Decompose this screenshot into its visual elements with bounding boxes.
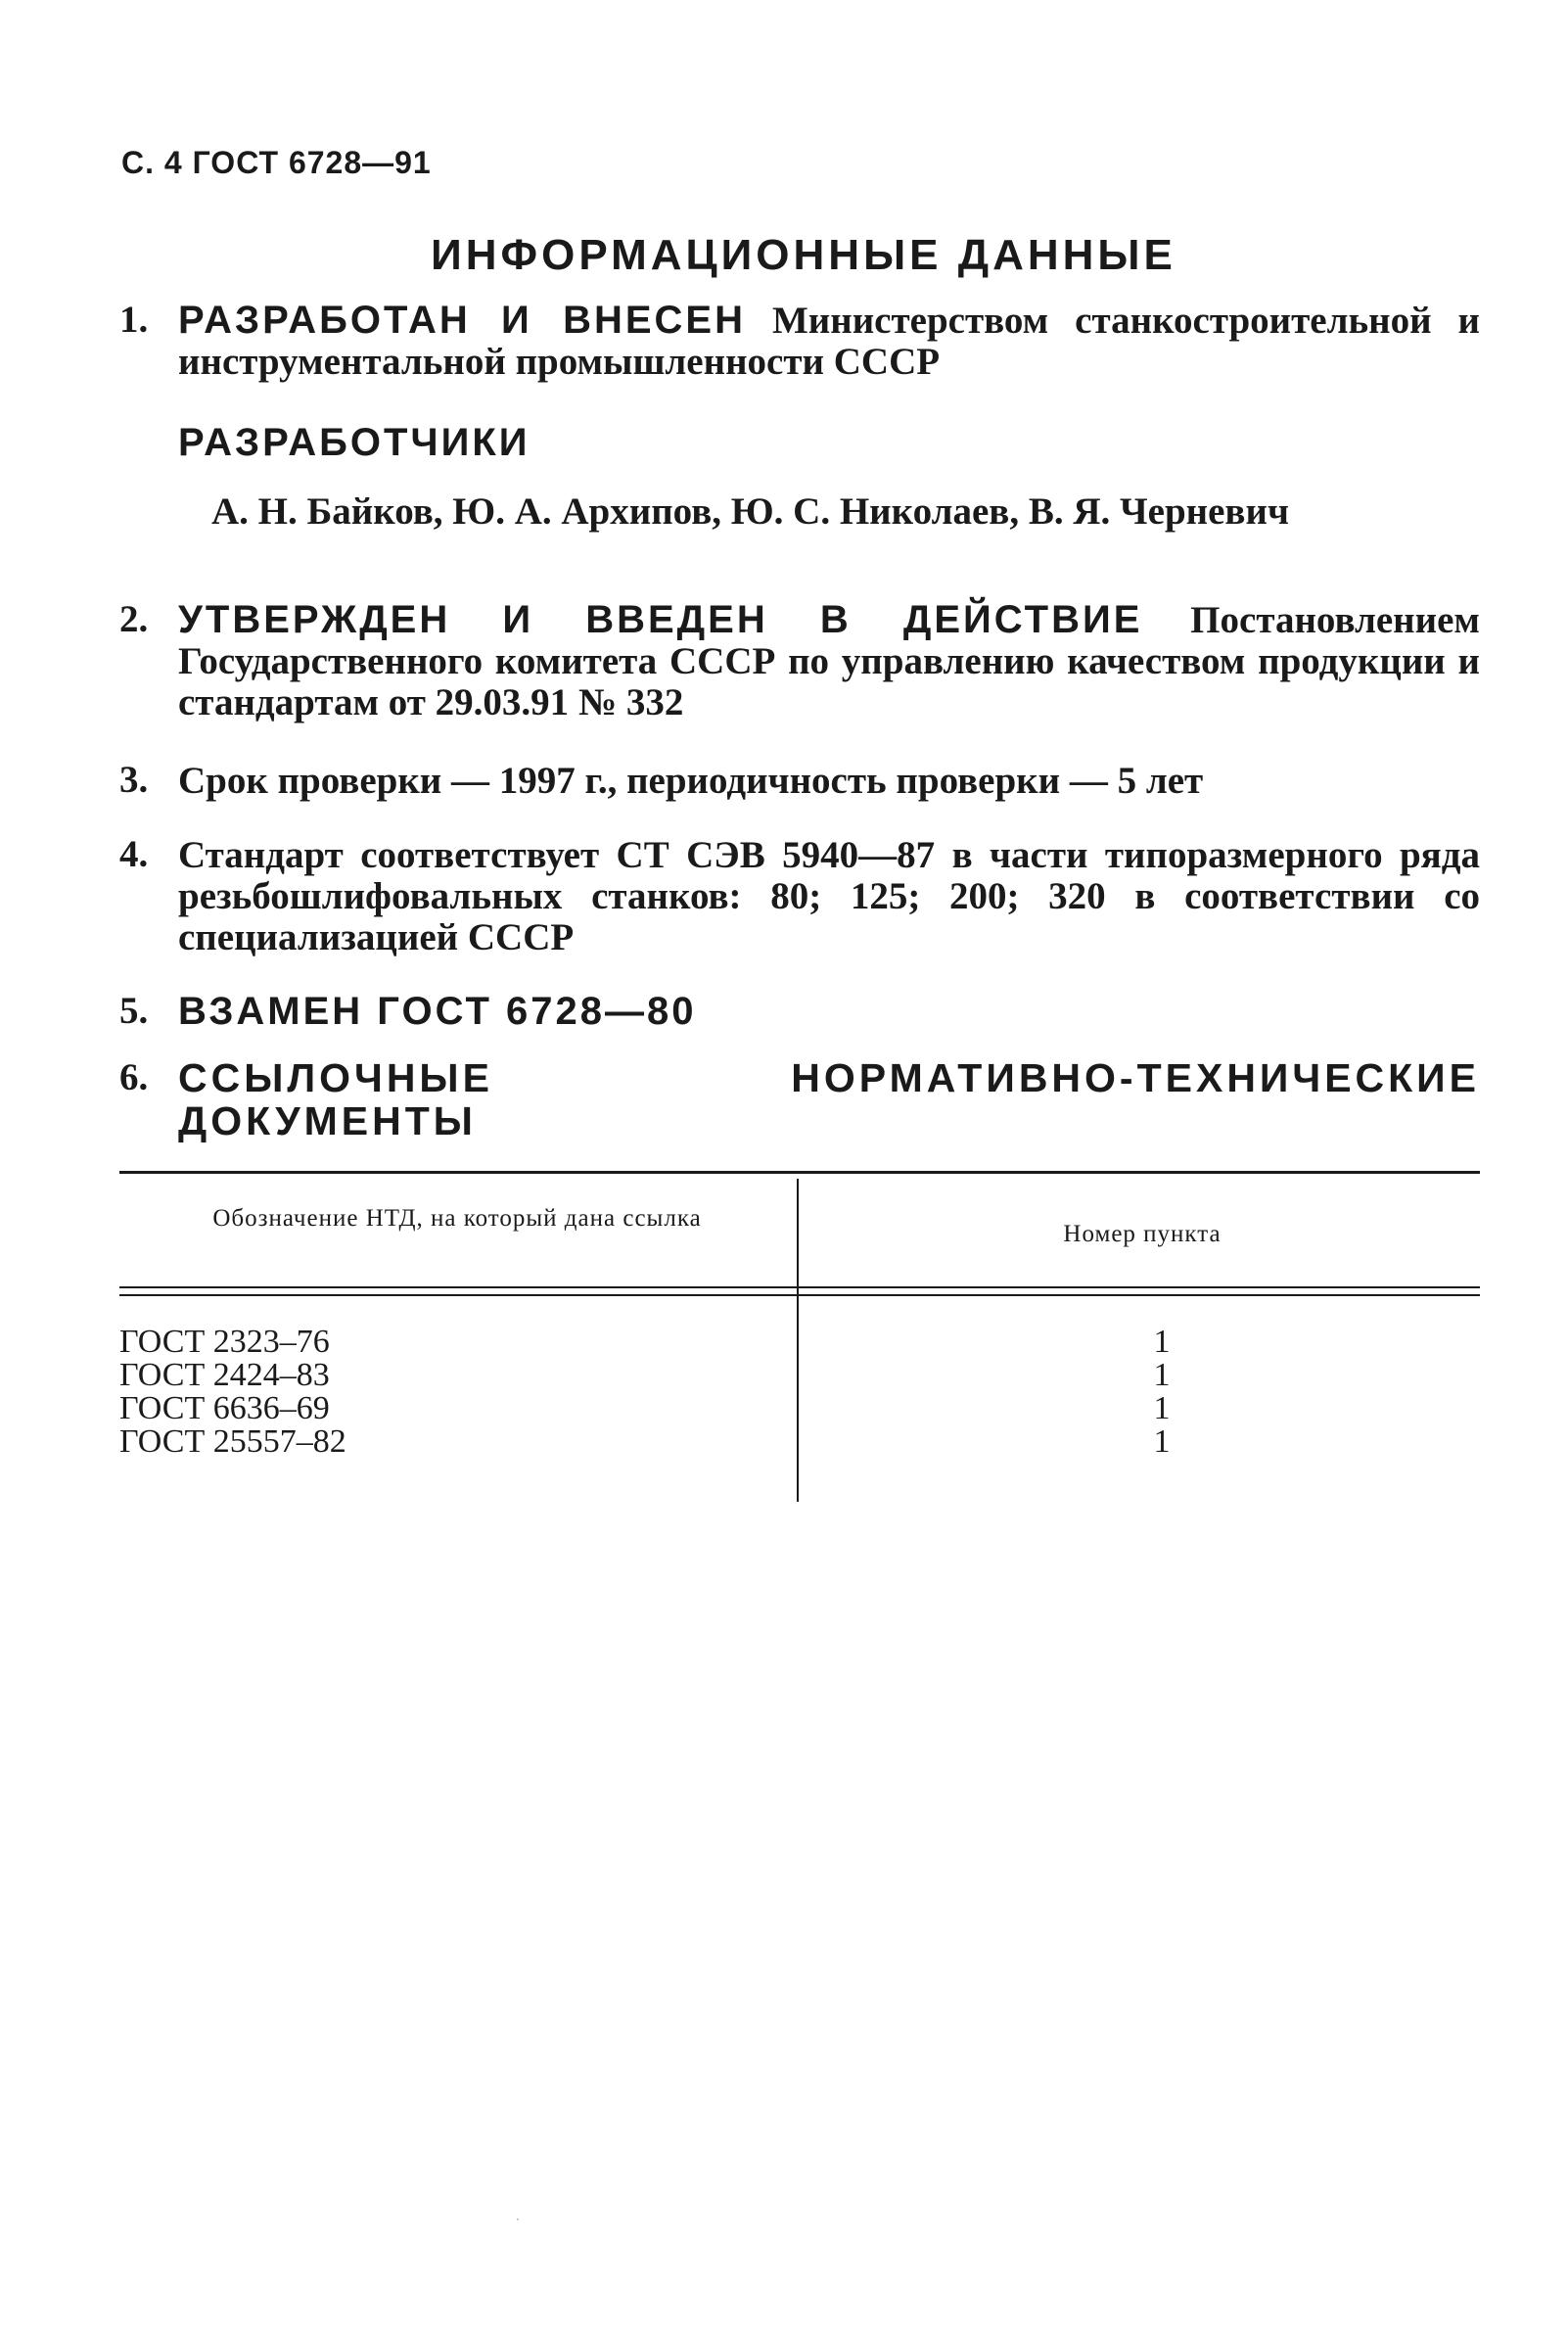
- item-number: 5.: [119, 990, 149, 1032]
- table-cell-document: ГОСТ 2323–76: [119, 1324, 330, 1360]
- item-text: [178, 834, 1480, 958]
- table-cell-clause: 1: [1153, 1357, 1171, 1393]
- table-row: [119, 1326, 1480, 1359]
- scan-artifact: [517, 2218, 519, 2220]
- table-top-rule: [119, 1171, 1480, 1174]
- item-body: Срок проверки — 1997 г., периодичность проверки — 5 лет: [178, 760, 1204, 802]
- info-item-1: [119, 300, 1480, 383]
- item-text: [178, 760, 1480, 802]
- table-header-document: Обозначение НТД, на который дана ссылка: [212, 1205, 702, 1232]
- item-lead: УТВЕРЖДЕН И ВВЕДЕН В ДЕЙСТВИЕ: [178, 598, 1143, 641]
- item-body: Стандарт соответствует СТ СЭВ 5940—87 в части типоразмерного ряда резьбошлифовальных станков: 80; 125; 200; 320 в соответствии со специализацией СССР: [178, 834, 1480, 958]
- table-cell-document: ГОСТ 25557–82: [119, 1423, 346, 1460]
- item-lead: ВЗАМЕН ГОСТ 6728—80: [178, 990, 697, 1033]
- table-cell-clause: 1: [1153, 1390, 1171, 1426]
- table-header-double-rule: [119, 1286, 1480, 1296]
- item-number: 3.: [119, 759, 149, 801]
- developers-names: А. Н. Байков, Ю. А. Архипов, Ю. С. Николаев, В. Я. Черневич: [211, 490, 1289, 533]
- item-text: [178, 300, 1480, 383]
- developers-heading: РАЗРАБОТЧИКИ: [178, 421, 530, 464]
- info-item-6: [119, 1057, 1480, 1143]
- item-number: 4.: [119, 833, 149, 875]
- table-cell-document: ГОСТ 2424–83: [119, 1357, 330, 1393]
- info-item-3: [119, 760, 1480, 802]
- item-body: Постановлением Государственного комитета СССР по управлению качеством продукции и стандартам от 29.03.91 № 332: [178, 599, 1481, 723]
- table-cell-clause: 1: [1153, 1324, 1171, 1360]
- table-cell-document: ГОСТ 6636–69: [119, 1390, 330, 1426]
- info-item-5: [119, 991, 1480, 1033]
- item-lead: ССЫЛОЧНЫЕ НОРМАТИВНО-ТЕХНИЧЕСКИЕ ДОКУМЕНТЫ: [178, 1055, 1480, 1143]
- item-body: Министерством станкостроительной и инструментальной промышленности СССР: [178, 300, 1480, 383]
- page-header: С. 4 ГОСТ 6728—91: [121, 145, 432, 180]
- table-header-clause: Номер пункта: [1063, 1221, 1222, 1247]
- table-row: [119, 1425, 1480, 1459]
- table-row: [119, 1392, 1480, 1425]
- item-text: [178, 991, 1480, 1033]
- item-text: [178, 1057, 1480, 1143]
- item-text: [178, 599, 1480, 723]
- item-lead: РАЗРАБОТАН И ВНЕСЕН: [178, 299, 746, 342]
- document-title: ИНФОРМАЦИОННЫЕ ДАННЫЕ: [431, 231, 1176, 279]
- reference-table: [119, 1171, 1480, 1504]
- table-cell-clause: 1: [1153, 1423, 1171, 1460]
- item-number: 1.: [119, 299, 149, 341]
- table-row: [119, 1359, 1480, 1392]
- item-number: 2.: [119, 598, 149, 640]
- info-item-4: [119, 834, 1480, 958]
- info-item-2: [119, 599, 1480, 723]
- table-body: [119, 1326, 1480, 1459]
- item-number: 6.: [119, 1056, 149, 1098]
